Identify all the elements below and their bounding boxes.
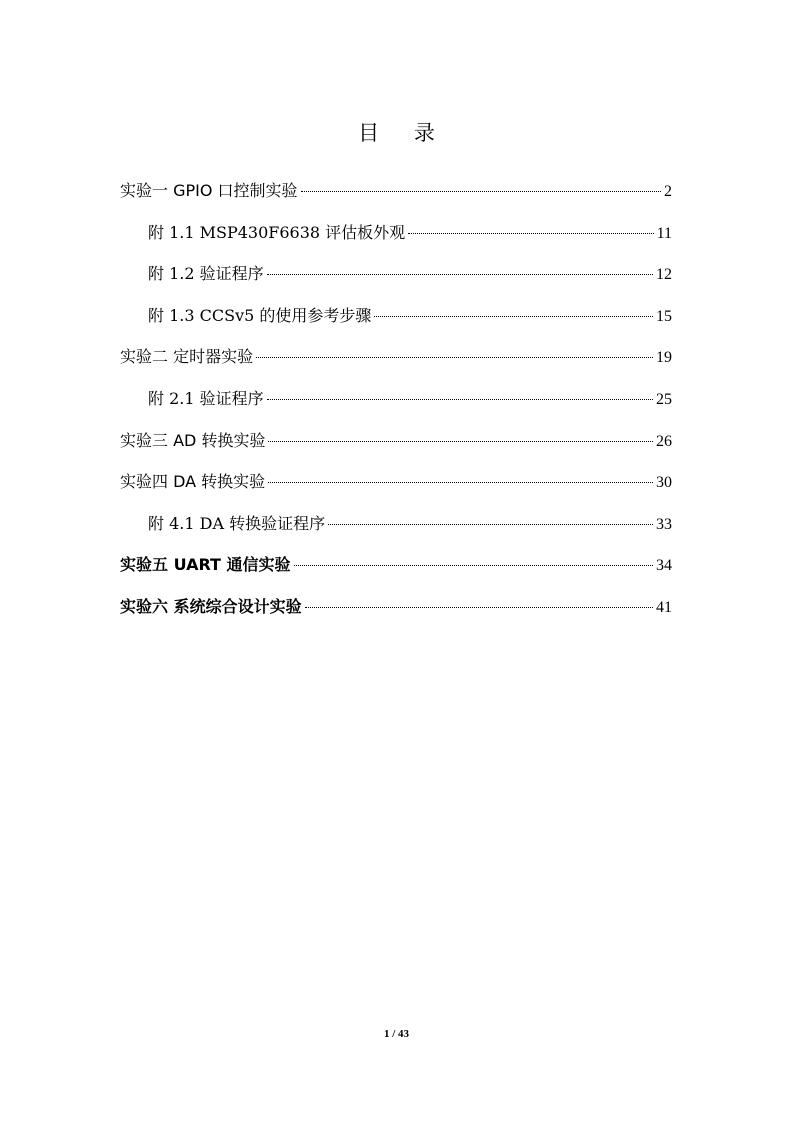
toc-page-number: 11 — [656, 224, 672, 242]
toc-dot-leader — [294, 565, 653, 566]
toc-dot-leader — [408, 233, 653, 234]
toc-entry-label: 实验五 UART 通信实验 — [120, 555, 291, 575]
toc-dot-leader — [267, 399, 653, 400]
toc-entry-label: 实验三 AD 转换实验 — [120, 430, 266, 450]
toc-entry-label: 附 4.1 DA 转换验证程序 — [148, 513, 326, 533]
toc-entry-experiment-6[interactable] — [120, 595, 672, 637]
toc-dot-leader — [268, 441, 653, 442]
toc-dot-leader — [301, 191, 661, 192]
page-number-footer: 1 / 43 — [383, 1028, 410, 1040]
toc-page-number: 19 — [656, 349, 672, 367]
toc-entry-label: 附 1.3 CCSv5 的使用参考步骤 — [148, 305, 372, 325]
toc-page-number: 12 — [656, 266, 672, 284]
toc-entry-appendix-4-1[interactable] — [120, 512, 672, 554]
toc-entry-experiment-2[interactable] — [120, 345, 672, 387]
toc-entry-label: 实验一 GPIO 口控制实验 — [120, 181, 298, 200]
toc-page-number: 41 — [656, 598, 672, 616]
toc-entry-experiment-1[interactable] — [120, 179, 672, 221]
toc-entry-appendix-1-2[interactable] — [120, 262, 672, 304]
toc-entry-appendix-2-1[interactable] — [120, 387, 672, 429]
toc-entry-appendix-1-3[interactable] — [120, 304, 672, 346]
toc-page-number: 30 — [656, 474, 672, 492]
toc-page-number: 26 — [656, 432, 672, 450]
toc-entry-experiment-4[interactable] — [120, 470, 672, 512]
toc-page-number: 33 — [656, 515, 672, 533]
toc-dot-leader — [267, 274, 653, 275]
toc-dot-leader — [256, 357, 653, 358]
toc-page-number: 2 — [664, 183, 672, 200]
toc-dot-leader — [305, 607, 653, 608]
toc-entry-experiment-3[interactable] — [120, 429, 672, 471]
toc-dot-leader — [328, 524, 653, 525]
toc-entry-appendix-1-1[interactable] — [120, 221, 672, 263]
toc-page-number: 34 — [656, 557, 672, 575]
toc-dot-leader — [268, 482, 653, 483]
toc-entry-label: 附 2.1 验证程序 — [148, 388, 264, 408]
page-title: 目 录 — [358, 121, 449, 145]
toc-entry-label: 实验二 定时器实验 — [120, 347, 254, 367]
toc-entry-label: 实验四 DA 转换实验 — [120, 472, 266, 492]
toc-entry-label: 实验六 系统综合设计实验 — [120, 596, 302, 616]
toc-page-number: 15 — [656, 307, 672, 325]
toc-entry-label: 附 1.2 验证程序 — [148, 264, 264, 284]
toc-entry-experiment-5[interactable] — [120, 553, 672, 595]
toc-dot-leader — [374, 316, 653, 317]
table-of-contents — [120, 179, 672, 637]
toc-entry-label: 附 1.1 MSP430F6638 评估板外观 — [148, 222, 406, 242]
toc-page-number: 25 — [656, 390, 672, 408]
